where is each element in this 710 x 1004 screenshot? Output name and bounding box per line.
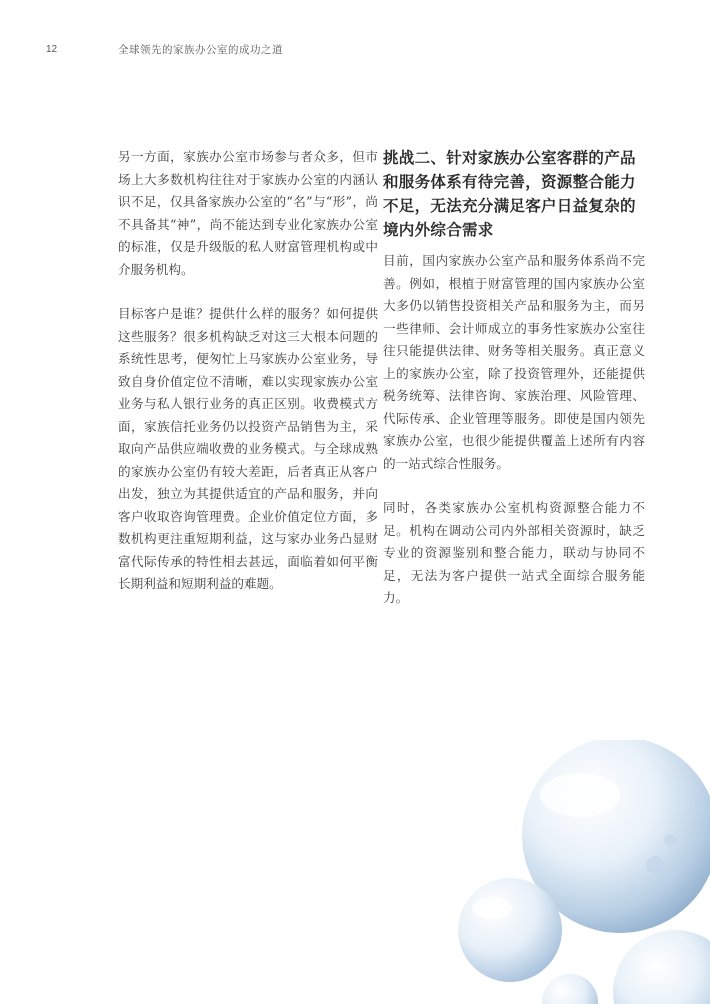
section-heading: 挑战二、针对家族办公室客群的产品和服务体系有待完善，资源整合能力不足，无法充分满足客户日益复杂的境内外综合需求 xyxy=(383,148,636,239)
sphere xyxy=(613,930,710,1004)
paragraph: 另一方面，家族办公室市场参与者众多，但市场上大多数机构往往对于家族办公室的内涵认识不足，仅具备家族办公室的“名”与“形”，尚不具备其“神”，尚不能达到专业化家族办公室的标准，仅是升级版的私人财富管理机构或中介服务机构。 xyxy=(118,149,378,277)
paragraph: 同时，各类家族办公室机构资源整合能力不足。机构在调动公司内外部相关资源时，缺乏专业的资源鉴别和整合能力，联动与协同不足，无法为客户提供一站式全面综合服务能力。 xyxy=(383,500,645,605)
sphere xyxy=(458,878,562,982)
left-column xyxy=(118,146,378,618)
paragraph: 目前，国内家族办公室产品和服务体系尚不完善。例如，根植于财富管理的国内家族办公室大多仍以销售投资相关产品和服务为主，而另一些律师、会计师成立的事务性家族办公室往往只能提供法律、财务等相关服务。真正意义上的家族办公室，除了投资管理外，还能提供税务统筹、法律咨询、家族治理、风险管理、代际传承、企业管理等服务。即使是国内领先家族办公室，也很少能提供覆盖上述所有内容的一站式综合性服务。 xyxy=(383,253,645,471)
spheres-illustration-icon xyxy=(430,740,710,1004)
running-title: 全球领先的家族办公室的成功之道 xyxy=(118,44,283,56)
sphere xyxy=(542,974,598,1004)
page-number: 12 xyxy=(46,44,58,55)
right-column xyxy=(383,146,645,632)
paragraph: 目标客户是谁？提供什么样的服务？如何提供这些服务？很多机构缺乏对这三大根本问题的系统性思考，便匆忙上马家族办公室业务，导致自身价值定位不清晰，难以实现家族办公室业务与私人银行业务的真正区别。收费模式方面，家族信托业务仍以投资产品销售为主，采取向产品供应端收费的业务模式。与全球成熟的家族办公室仍有较大差距，后者真正从客户出发，独立为其提供适宜的产品和服务，并向客户收取咨询管理费。企业价值定位方面，多数机构更注重短期利益，这与家办业务凸显财富代际传承的特性相去甚远，面临着如何平衡长期利益和短期利益的难题。 xyxy=(118,306,378,591)
